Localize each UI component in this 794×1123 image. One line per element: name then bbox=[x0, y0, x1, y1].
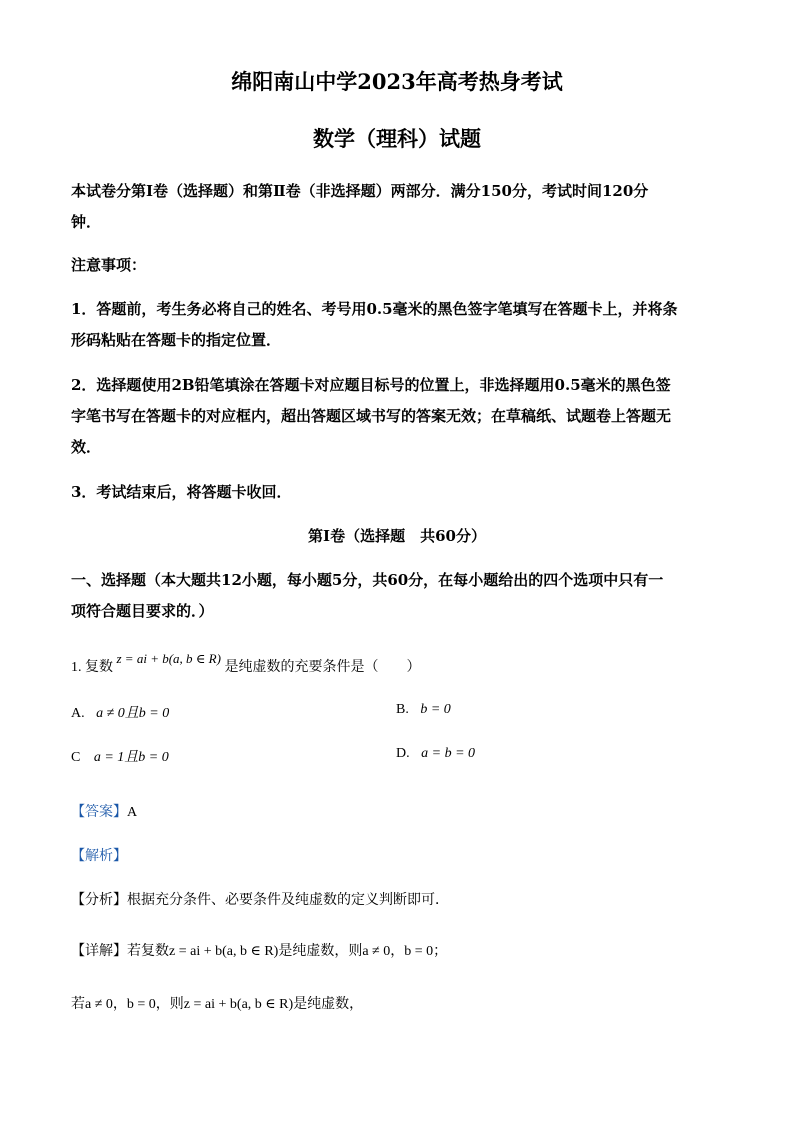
exam-subtitle: 数学（理科）试题 bbox=[313, 126, 481, 151]
option-d-text: a = b = 0 bbox=[421, 746, 476, 761]
part-heading-line-2: 项符合题目要求的．） bbox=[71, 602, 214, 620]
answer-value: A bbox=[127, 805, 138, 820]
intro-line-1: 本试卷分第Ⅰ卷（选择题）和第Ⅱ卷（非选择题）两部分．满分150分，考试时间120分 bbox=[71, 182, 649, 200]
question-number: 1. bbox=[71, 660, 82, 675]
question-stem bbox=[71, 651, 421, 676]
intro-line-2: 钟． bbox=[71, 213, 102, 231]
question-formula: z = ai + b(a, b ∈ R) bbox=[116, 651, 221, 666]
option-d bbox=[396, 746, 475, 762]
detail-line-2: 若a ≠ 0，b = 0，则z = ai + b(a, b ∈ R)是纯虚数， bbox=[71, 997, 364, 1012]
option-a-label: A. bbox=[71, 706, 85, 721]
detail-line bbox=[71, 940, 447, 960]
notice-item-1-line-1: 1．答题前，考生务必将自己的姓名、考号用0.5毫米的黑色签字笔填写在答题卡上，并将条 bbox=[71, 300, 678, 318]
notice-heading: 注意事项： bbox=[71, 256, 147, 274]
option-c-text: a = 1且b = 0 bbox=[93, 750, 169, 765]
notice-item-2-line-1: 2．选择题使用2B铅笔填涂在答题卡对应题目标号的位置上，非选择题用0.5毫米的黑色签 bbox=[71, 376, 671, 394]
fenxi-line bbox=[71, 889, 449, 909]
option-b-label: B. bbox=[396, 702, 409, 717]
option-c bbox=[71, 746, 169, 766]
answer-line bbox=[71, 801, 137, 821]
notice-item-1-line-2: 形码粘贴在答题卡的指定位置． bbox=[71, 331, 282, 349]
detail-line-1: 若复数z = ai + b(a, b ∈ R)是纯虚数，则a ≠ 0，b = 0； bbox=[127, 944, 448, 959]
fenxi-tag: 【分析】 bbox=[71, 893, 127, 908]
option-a bbox=[71, 702, 169, 722]
notice-item-2-line-3: 效． bbox=[71, 438, 102, 456]
question-suffix: 是纯虚数的充要条件是（ ） bbox=[224, 660, 421, 675]
exam-title: 绵阳南山中学2023年高考热身考试 bbox=[231, 69, 563, 94]
section-heading: 第Ⅰ卷（选择题 共60分） bbox=[308, 527, 486, 545]
question-prefix: 复数 bbox=[85, 660, 113, 675]
option-b bbox=[396, 702, 451, 718]
option-c-label: C bbox=[71, 750, 81, 765]
notice-item-2-line-2: 字笔书写在答题卡的对应框内，超出答题区域书写的答案无效；在草稿纸、试题卷上答题无 bbox=[71, 407, 672, 425]
detail-tag: 【详解】 bbox=[71, 944, 127, 959]
notice-item-3: 3．考试结束后，将答题卡收回． bbox=[71, 483, 292, 501]
part-heading-line-1: 一、选择题（本大题共12小题，每小题5分，共60分，在每小题给出的四个选项中只有一 bbox=[71, 571, 664, 589]
analysis-tag: 【解析】 bbox=[71, 849, 127, 864]
fenxi-text: 根据充分条件、必要条件及纯虚数的定义判断即可． bbox=[127, 893, 449, 908]
option-a-text: a ≠ 0且b = 0 bbox=[96, 706, 170, 721]
answer-tag: 【答案】 bbox=[71, 805, 127, 820]
option-b-text: b = 0 bbox=[420, 702, 451, 717]
option-d-label: D. bbox=[396, 746, 410, 761]
